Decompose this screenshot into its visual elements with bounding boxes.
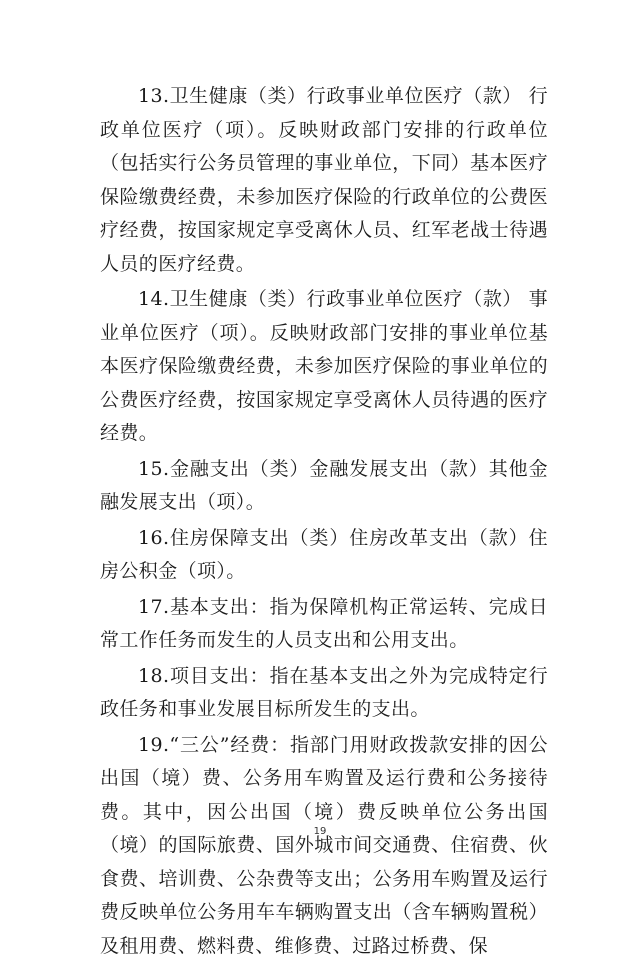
paragraph-19: 19.“三公”经费：指部门用财政拨款安排的因公出国（境）费、公务用车购置及运行费和公务接待费。其中，因公出国（境）费反映单位公务出国（境）的国际旅费、国外城市间交通费、住宿费、伙食费、培训费、公杂费等支出；公务用车购置及运行费反映单位公务用车车辆购置支出（含车辆购置税）及租用费、燃料费、维修费、过路过桥费、保 <box>100 733 548 957</box>
paragraph-16: 16.住房保障支出（类）住房改革支出（款）住房公积金（项）。 <box>100 526 548 582</box>
paragraph-14: 14.卫生健康（类）行政事业单位医疗（款） 事业单位医疗（项）。反映财政部门安排的事业单位基本医疗保险缴费经费，未参加医疗保险的事业单位的公费医疗经费，按国家规定享受离休人员待遇的医疗经费。 <box>100 288 548 444</box>
paragraph-17: 17.基本支出：指为保障机构正常运转、完成日常工作任务而发生的人员支出和公用支出。 <box>100 595 548 651</box>
page-number: 19 <box>313 826 327 837</box>
paragraph-18: 18.项目支出：指在基本支出之外为完成特定行政任务和事业发展目标所发生的支出。 <box>100 664 548 720</box>
paragraph-15: 15.金融支出（类）金融发展支出（款）其他金融发展支出（项）。 <box>100 457 548 513</box>
paragraph-13: 13.卫生健康（类）行政事业单位医疗（款） 行政单位医疗（项）。反映财政部门安排的行政单位（包括实行公务员管理的事业单位，下同）基本医疗保险缴费经费，未参加医疗保险的行政单位的公费医疗经费，按国家规定享受离休人员、红军老战士待遇人员的医疗经费。 <box>100 85 548 275</box>
